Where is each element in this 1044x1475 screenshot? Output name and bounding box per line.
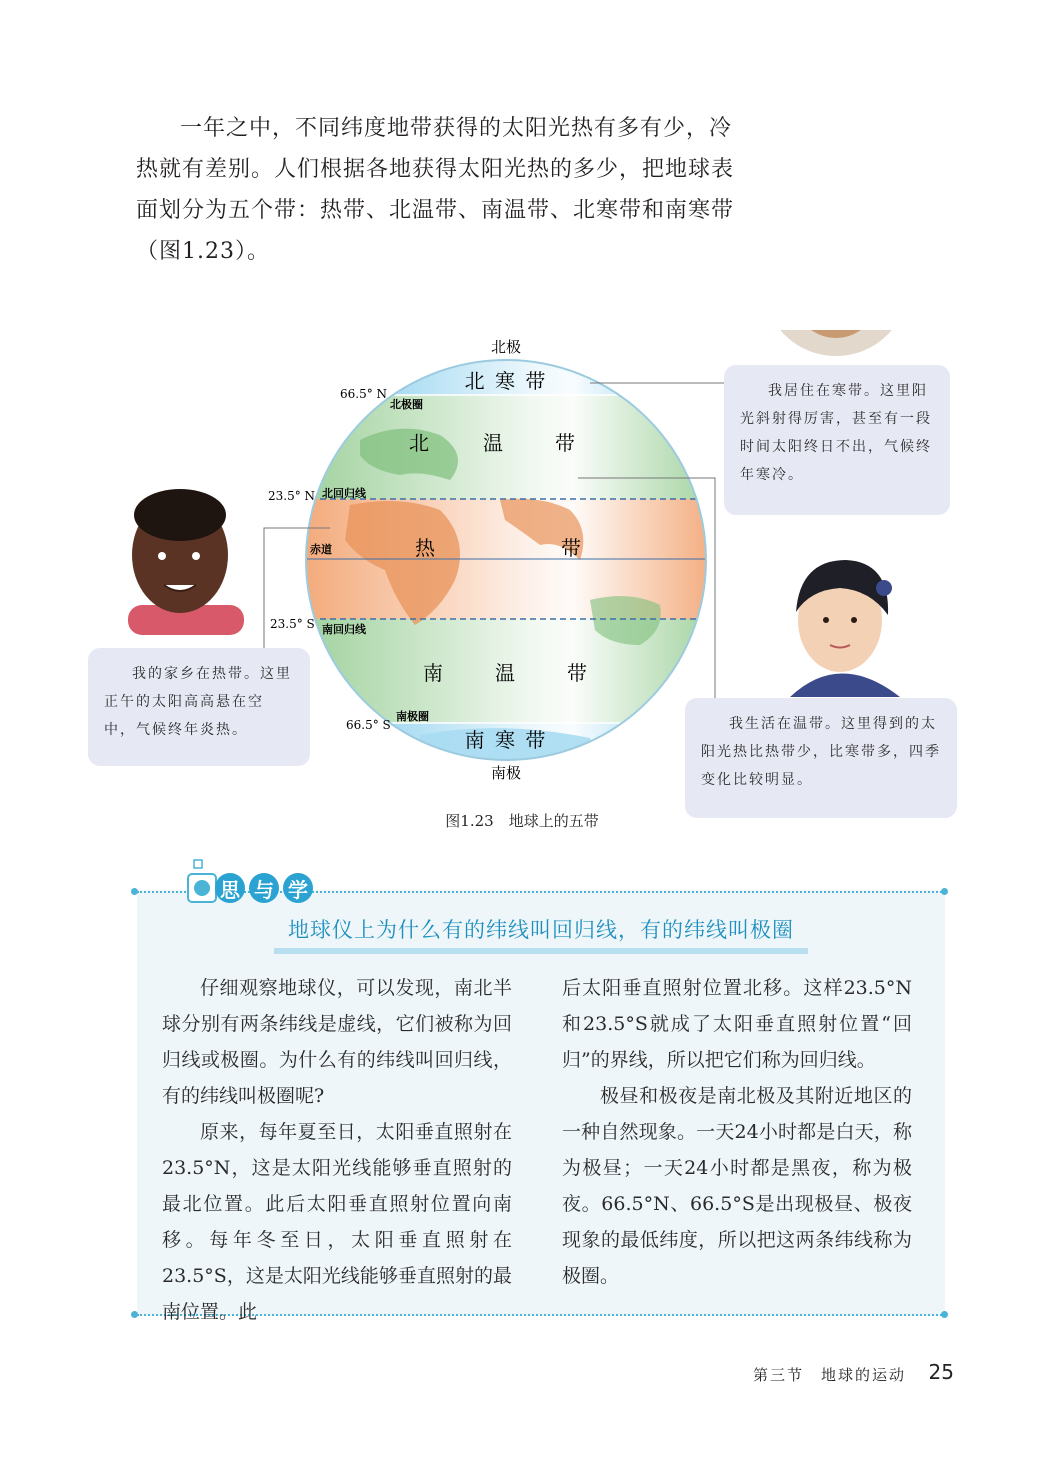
south-frigid-zone-label: 南 寒 带 [464, 728, 548, 752]
north-frigid-zone-label: 北 寒 带 [464, 369, 548, 393]
lat-23s-label: 23.5° S [270, 617, 315, 631]
tropical-label-1: 热 [415, 536, 437, 560]
think-right-paragraph-1: 后太阳垂直照射位置北移。这样23.5°N和23.5°S就成了太阳垂直照射位置“回归”的界线，所以把它们称为回归线。 [562, 977, 912, 1071]
lat-66s-label: 66.5° S [346, 718, 391, 732]
north-temperate-label-2: 温 [483, 431, 505, 455]
think-right-paragraph-2: 极昼和极夜是南北极及其附近地区的一种自然现象。一天24小时都是白天，称为极昼；一天24小时都是黑夜，称为极夜。66.5°N、66.5°S是出现极昼、极夜现象的最低纬度，所以把这两条纬线称为极圈。 [562, 1085, 912, 1287]
tropical-zone-bubble-text: 我的家乡在热带。这里正午的太阳高高悬在空中，气候终年炎热。 [104, 666, 292, 738]
tropical-zone-bubble [88, 648, 310, 766]
temperate-zone-bubble-text: 我生活在温带。这里得到的太阳光热比热带少，比寒带多，四季变化比较明显。 [701, 716, 941, 788]
rule-dot [941, 888, 948, 895]
south-temperate-label-2: 温 [495, 661, 517, 685]
think-learn-title-text: 地球仪上为什么有的纬线叫回归线，有的纬线叫极圈 [274, 914, 808, 954]
temperate-zone-bubble [685, 698, 957, 818]
south-pole-label: 南极 [490, 764, 522, 782]
north-pole-label: 北极 [490, 338, 522, 356]
tropical-zone-person-illustration [128, 489, 244, 635]
rule-dot [131, 888, 138, 895]
think-left-column [162, 970, 512, 1330]
antarctic-circle-label: 南极圈 [396, 710, 429, 723]
think-left-paragraph-1: 仔细观察地球仪，可以发现，南北半球分别有两条纬线是虚线，它们被称为回归线或极圈。为什么有的纬线叫回归线，有的纬线叫极圈呢? [162, 977, 512, 1107]
north-temperate-label-3: 带 [555, 431, 577, 455]
tropic-capricorn-label: 南回归线 [322, 623, 366, 636]
figure-caption: 图1.23 地球上的五带 [445, 812, 599, 830]
south-temperate-label-3: 带 [567, 661, 589, 685]
frigid-zone-person-illustration [766, 330, 906, 356]
frigid-zone-bubble-text: 我居住在寒带。这里阳光斜射得厉害，甚至有一段时间太阳终日不出，气候终年寒冷。 [740, 383, 932, 483]
think-right-column [562, 970, 912, 1294]
rule-dot [941, 1311, 948, 1318]
tropic-cancer-label: 北回归线 [322, 487, 366, 500]
think-left-paragraph-2: 原来，每年夏至日，太阳垂直照射在23.5°N，这是太阳光线能够垂直照射的最北位置。此后太阳垂直照射位置向南移。每年冬至日，太阳垂直照射在23.5°S，这是太阳光线能够垂直照射的最南位置。此 [162, 1121, 512, 1323]
lat-23n-label: 23.5° N [268, 489, 316, 503]
section-footer [753, 1364, 906, 1385]
north-temperate-label-1: 北 [409, 431, 431, 455]
think-learn-badge-label: 思与学 [220, 878, 322, 902]
section-title: 第三节 地球的运动 [752, 1366, 906, 1384]
rule-dot [131, 1311, 138, 1318]
page-number: 25 [928, 1360, 954, 1384]
arctic-circle-label: 北极圈 [390, 398, 423, 411]
frigid-zone-bubble [724, 365, 950, 515]
tropical-label-2: 带 [561, 536, 583, 560]
south-temperate-label-1: 南 [423, 661, 445, 685]
temperate-zone-person-illustration [790, 560, 900, 697]
intro-text [136, 108, 736, 272]
lat-66n-label: 66.5° N [340, 387, 388, 401]
equator-label: 赤道 [310, 543, 332, 556]
think-learn-title [137, 914, 945, 954]
intro-paragraph: 一年之中，不同纬度地带获得的太阳光热有多有少，冷热就有差别。人们根据各地获得太阳光热的多少，把地球表面划分为五个带：热带、北温带、南温带、北寒带和南寒带（图1.23）。 [136, 116, 735, 264]
